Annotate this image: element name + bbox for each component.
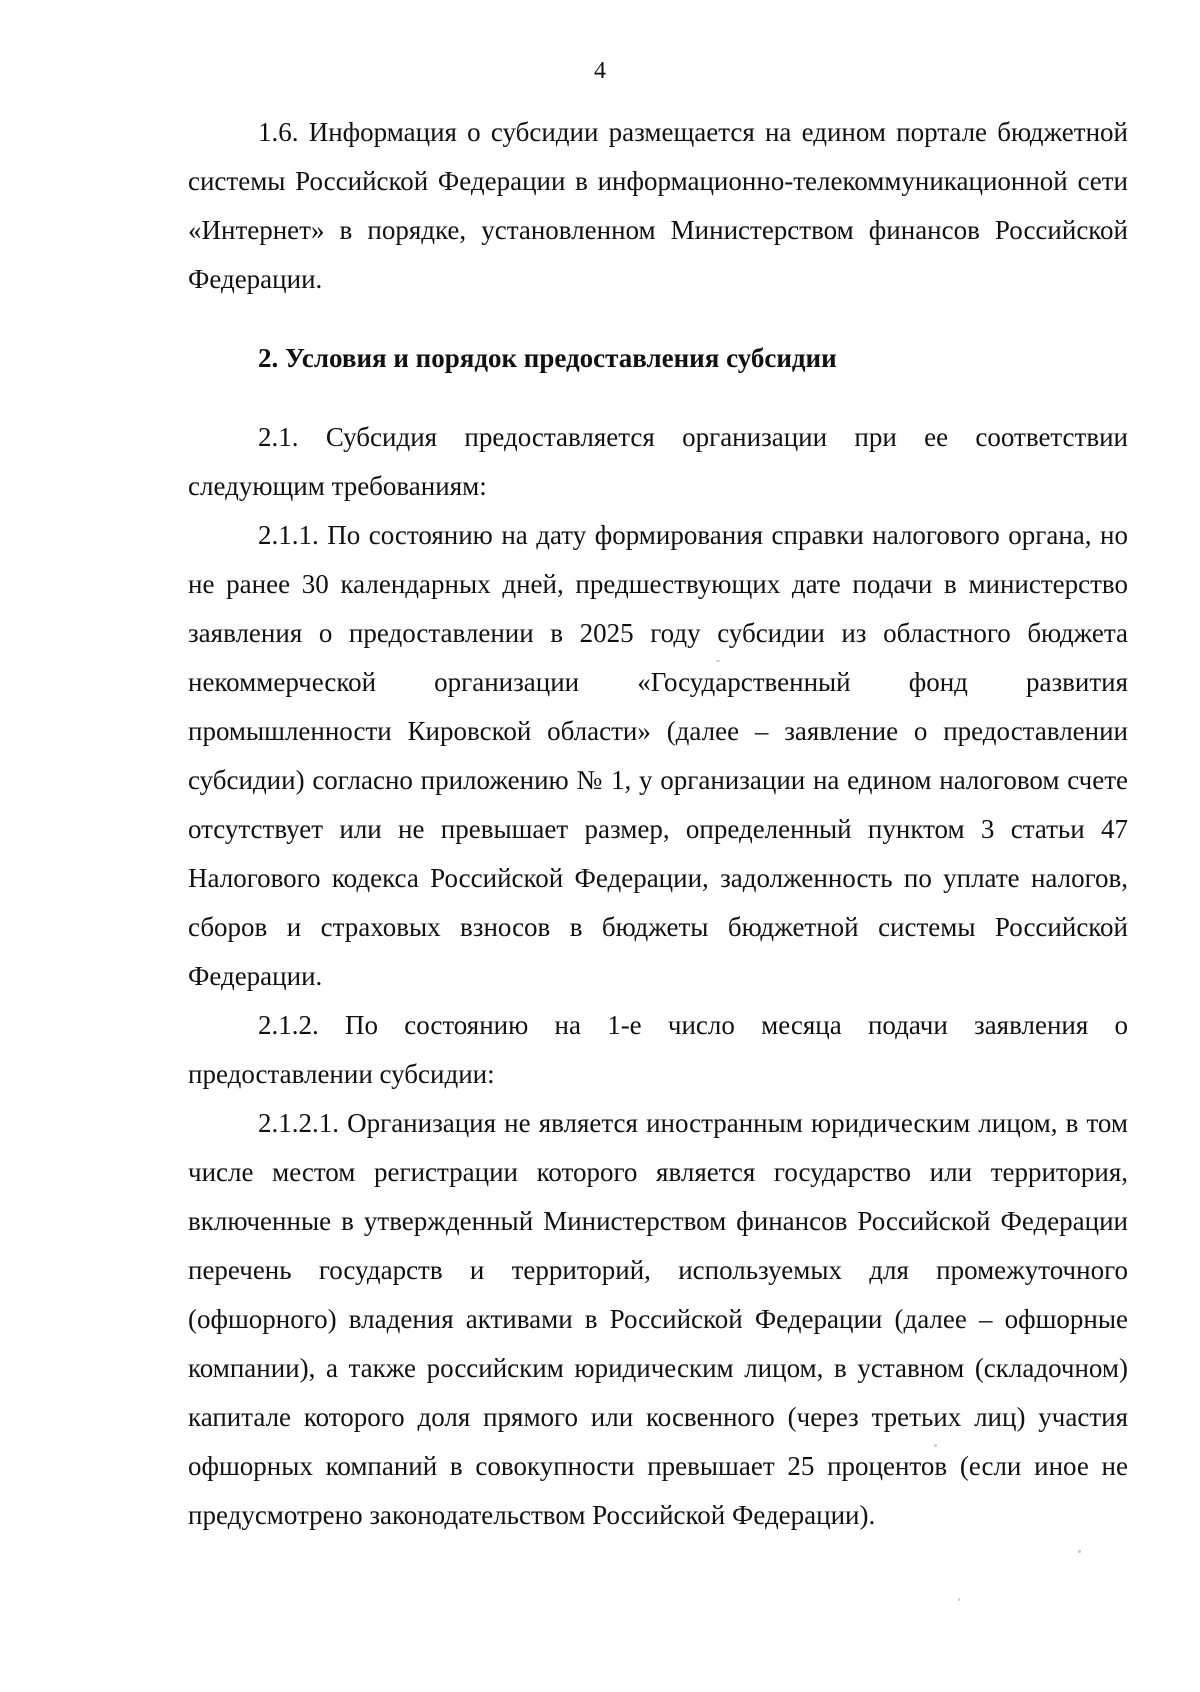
paragraph-1-6: 1.6. Информация о субсидии размещается на едином портале бюджетной системы Российской Федерации в информационно-телекоммуникационной сети «Интернет» в порядке, установленном Министерством финансов Российской Федерации.: [188, 117, 1128, 294]
scan-speck: [1078, 1550, 1081, 1553]
paragraph-2-1: 2.1. Субсидия предоставляется организации при ее соответствии следующим требованиям:: [188, 422, 1128, 501]
spacer: [188, 304, 1128, 334]
scan-speck: [958, 1598, 960, 1601]
spacer: [188, 383, 1128, 413]
section-2-heading: 2. Условия и порядок предоставления субсидии: [258, 343, 837, 373]
page-number: 4: [594, 58, 606, 84]
scan-speck: [716, 660, 720, 662]
paragraph-2-1-1: 2.1.1. По состоянию на дату формирования справки налогового органа, но не ранее 30 календарных дней, предшествующих дате подачи в министерство заявления о предоставлении в 2025 году субсидии из областного бюджета некоммерческой организации «Государственный фонд развития промышленности Кировской области» (далее – заявление о предоставлении субсидии) согласно приложению № 1, у организации на едином налоговом счете отсутствует или не превышает размер, определенный пунктом 3 статьи 47 Налогового кодекса Российской Федерации, задолженность по уплате налогов, сборов и страховых взносов в бюджеты бюджетной системы Российской Федерации.: [188, 520, 1128, 991]
paragraph-2-1-2-1: 2.1.2.1. Организация не является иностранным юридическим лицом, в том числе местом регистрации которого является государство или территория, включенные в утвержденный Министерством финансов Российской Федерации перечень государств и территорий, используемых для промежуточного (офшорного) владения активами в Российской Федерации (далее – офшорные компании), а также российским юридическим лицом, в уставном (складочном) капитале которого доля прямого или косвенного (через третьих лиц) участия офшорных компаний в совокупности превышает 25 процентов (если иное не предусмотрено законодательством Российской Федерации).: [188, 1108, 1128, 1530]
paragraph-2-1-2: 2.1.2. По состоянию на 1-е число месяца подачи заявления о предоставлении субсидии:: [188, 1010, 1128, 1089]
scan-speck: [934, 1444, 937, 1447]
document-body: [188, 108, 1128, 1540]
